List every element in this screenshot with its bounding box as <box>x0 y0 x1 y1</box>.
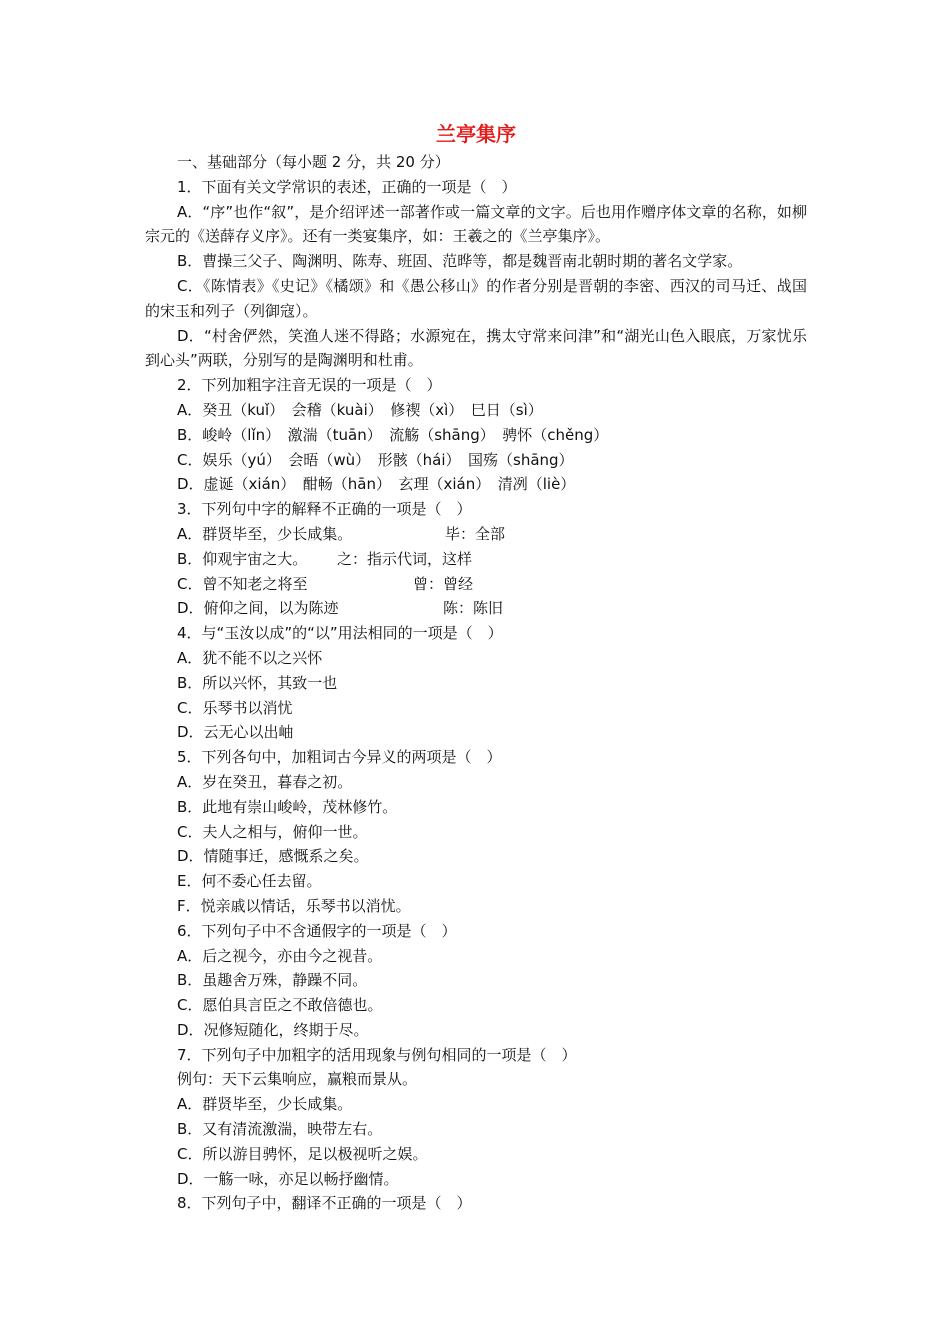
option-a-explanation: 毕：全部 <box>445 524 506 543</box>
question-5-option-e: E．何不委心任去留。 <box>177 872 322 891</box>
question-6-option-b: B．虽趣舍万殊，静躁不同。 <box>177 971 368 990</box>
question-1-stem: 1．下面有关文学常识的表述，正确的一项是（ ） <box>177 177 517 196</box>
question-4-option-a: A．犹不能不以之兴怀 <box>177 648 323 667</box>
question-1-option-b: B．曹操三父子、陶渊明、陈寿、班固、范晔等，都是魏晋南北朝时期的著名文学家。 <box>177 252 743 271</box>
option-c-sentence: C．曾不知老之将至 <box>177 574 308 593</box>
question-2-option-c: C．娱乐（yú） 会晤（wù） 形骸（hái） 国殇（shāng） <box>177 450 574 469</box>
option-b-explanation: 之：指示代词，这样 <box>337 549 473 568</box>
question-5-stem: 5．下列各句中，加粗词古今异义的两项是（ ） <box>177 748 502 767</box>
question-8-stem: 8．下列句子中，翻译不正确的一项是（ ） <box>177 1194 472 1213</box>
question-3-stem: 3．下列句中字的解释不正确的一项是（ ） <box>177 500 472 519</box>
question-2-stem: 2．下列加粗字注音无误的一项是（ ） <box>177 376 442 395</box>
question-6-stem: 6．下列句子中不含通假字的一项是（ ） <box>177 921 457 940</box>
question-5-option-d: D．情随事迁，感慨系之矣。 <box>177 847 369 866</box>
question-7-option-a: A．群贤毕至，少长咸集。 <box>177 1095 353 1114</box>
question-4-stem: 4．与“玉汝以成”的“以”用法相同的一项是（ ） <box>177 624 503 643</box>
question-6-option-d: D．况修短随化，终期于尽。 <box>177 1020 369 1039</box>
question-3-option-a <box>145 522 807 547</box>
option-d-explanation: 陈：陈旧 <box>443 599 504 618</box>
question-2-option-b: B．峻岭（lǐn） 激湍（tuān） 流觞（shāng） 骋怀（chěng） <box>177 425 609 444</box>
question-7-stem: 7．下列句子中加粗字的活用现象与例句相同的一项是（ ） <box>177 1045 577 1064</box>
question-1-option-a: A．“序”也作“叙”，是介绍评述一部著作或一篇文章的文字。后也用作赠序体文章的名称，如柳宗元的《送薛存义序》。还有一类宴集序，如：王羲之的《兰亭集序》。 <box>145 202 807 246</box>
question-3-option-b <box>145 547 807 572</box>
question-6-option-c: C．愿伯具言臣之不敢倍德也。 <box>177 996 383 1015</box>
document-title: 兰亭集序 <box>436 122 516 146</box>
option-c-explanation: 曾：曾经 <box>413 574 474 593</box>
question-2-option-a: A．癸丑（kuǐ） 会稽（kuài） 修禊（xì） 巳日（sì） <box>177 400 543 419</box>
question-5-option-b: B．此地有崇山峻岭，茂林修竹。 <box>177 797 398 816</box>
question-5-option-a: A．岁在癸丑，暮春之初。 <box>177 772 353 791</box>
question-7-option-c: C．所以游目骋怀，足以极视听之娱。 <box>177 1144 428 1163</box>
option-b-sentence: B．仰观宇宙之大。 <box>177 549 308 568</box>
question-7-option-b: B．又有清流激湍，映带左右。 <box>177 1120 383 1139</box>
option-d-sentence: D．俯仰之间，以为陈迹 <box>177 599 339 618</box>
question-2-option-d: D．虚诞（xián） 酣畅（hān） 玄理（xián） 清冽（liè） <box>177 475 576 494</box>
question-6-option-a: A．后之视今，亦由今之视昔。 <box>177 946 383 965</box>
question-4-option-c: C．乐琴书以消忧 <box>177 698 293 717</box>
option-a-sentence: A．群贤毕至，少长咸集。 <box>177 524 353 543</box>
question-1-option-c: C．《陈情表》《史记》《橘颂》和《愚公移山》的作者分别是晋朝的李密、西汉的司马迁、战国的宋玉和列子（列御寇）。 <box>145 276 807 320</box>
question-5-option-c: C．夫人之相与，俯仰一世。 <box>177 822 368 841</box>
question-5-option-f: F．悦亲戚以情话，乐琴书以消忧。 <box>177 896 411 915</box>
question-7-example: 例句：天下云集响应，赢粮而景从。 <box>177 1070 418 1089</box>
question-1-option-d: D．“村舍俨然，笑渔人迷不得路；水源宛在，携太守常来问津”和“湖光山色入眼底，万家忧乐到心头”两联，分别写的是陶渊明和杜甫。 <box>145 326 807 370</box>
question-7-option-d: D．一觞一咏，亦足以畅抒幽情。 <box>177 1169 399 1188</box>
question-4-option-b: B．所以兴怀，其致一也 <box>177 673 338 692</box>
question-3-option-c <box>145 572 807 597</box>
section-header: 一、基础部分（每小题 2 分，共 20 分） <box>177 153 450 171</box>
question-3-option-d <box>145 596 807 621</box>
question-4-option-d: D．云无心以出岫 <box>177 723 294 742</box>
document-page <box>145 118 807 1216</box>
